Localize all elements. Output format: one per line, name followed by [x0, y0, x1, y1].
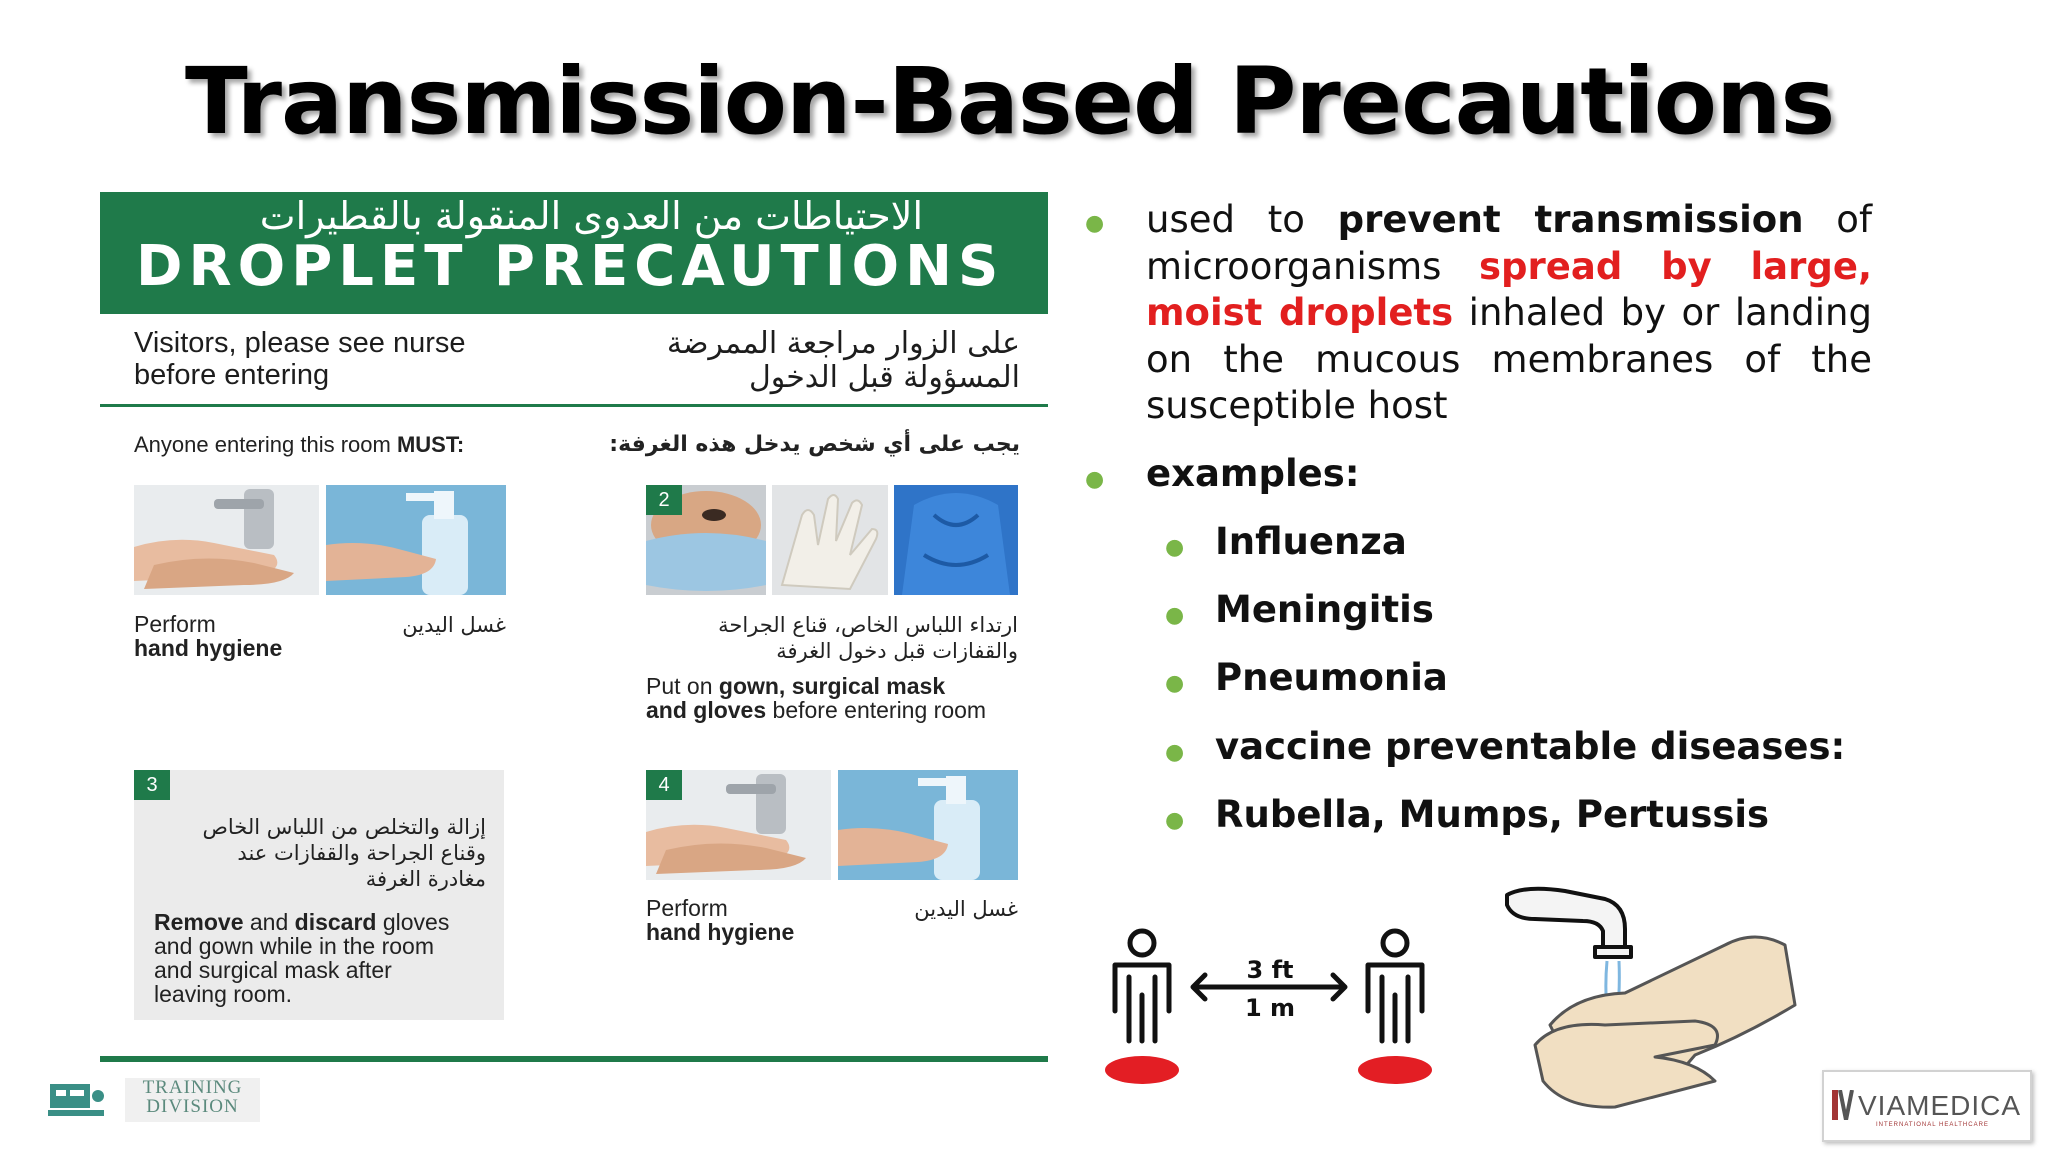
sub-bullet-dot: ● — [1165, 535, 1185, 560]
sub-bullet-dot: ● — [1165, 603, 1185, 628]
bullet-dot: ● — [1085, 211, 1105, 236]
poster-divider — [100, 404, 1048, 407]
poster-bottom-bar — [100, 1056, 1048, 1062]
visitors-notice-ar: على الزوار مراجعة الممرضة المسؤولة قبل الدخول — [666, 326, 1020, 395]
step-number-4: 4 — [646, 770, 682, 800]
training-division-label: TRAINING DIVISION — [125, 1078, 260, 1122]
example-item: vaccine preventable diseases: — [1215, 725, 1846, 768]
droplet-precautions-poster — [100, 192, 1048, 1062]
example-item: Meningitis — [1215, 588, 1434, 631]
example-item: Influenza — [1215, 520, 1407, 563]
step1-faucet-photo — [134, 485, 319, 595]
step3-text-en: Remove and discard gloves and gown while in the room and surgical mask after leaving room. — [154, 909, 450, 1007]
training-division-logo-icon — [46, 1078, 116, 1120]
step2-text-en: Put on gown, surgical mask and gloves before entering room — [646, 673, 987, 723]
step2-gown-photo — [894, 485, 1018, 595]
must-instruction-ar: يجب على أي شخص يدخل هذه الغرفة: — [609, 432, 1020, 457]
droplet-distance-icon — [1095, 925, 1445, 1090]
poster-header — [100, 192, 1048, 314]
example-item: Pneumonia — [1215, 656, 1448, 699]
viamedica-tagline: INTERNATIONAL HEALTHCARE — [1876, 1122, 1989, 1128]
distance-m-label: 1 m — [1244, 994, 1296, 1022]
step2-gloves-photo — [772, 485, 888, 595]
bullet-dot: ● — [1085, 467, 1105, 492]
step-number-3: 3 — [134, 770, 170, 800]
distance-ft-label: 3 ft — [1246, 956, 1294, 984]
step1-text-en: Perform hand hygiene — [134, 611, 283, 661]
step4-text-ar: غسل اليدين — [914, 897, 1018, 921]
step3-text-ar: إزالة والتخلص من اللباس الخاص وقناع الجراحة والقفازات عند مغادرة الغرفة — [202, 815, 486, 891]
step1-text-ar: غسل اليدين — [402, 613, 506, 637]
sub-bullet-dot: ● — [1165, 671, 1185, 696]
example-item: Rubella, Mumps, Pertussis — [1215, 793, 1770, 836]
step-number-2: 2 — [646, 485, 682, 515]
distance-marker-right — [1358, 1056, 1432, 1084]
poster-title: DROPLET PRECAUTIONS — [136, 234, 1005, 299]
step4-sanitizer-photo — [838, 770, 1018, 880]
viamedica-logo — [1822, 1070, 2032, 1142]
step2-text-ar: ارتداء اللباس الخاص، قناع الجراحة والقفازات قبل دخول الغرفة — [718, 613, 1018, 663]
visitors-notice-en: Visitors, please see nurse before entering — [134, 327, 466, 391]
must-instruction-en: Anyone entering this room MUST: — [134, 432, 465, 457]
sub-bullet-dot: ● — [1165, 808, 1185, 833]
distance-marker-left — [1105, 1056, 1179, 1084]
slide-title: Transmission-Based Precautions — [185, 48, 1835, 155]
viamedica-logo-icon — [1832, 1090, 1858, 1120]
poster-arabic-title: الاحتياطات من العدوى المنقولة بالقطيرات — [259, 194, 923, 238]
step1-sanitizer-photo — [326, 485, 506, 595]
viamedica-wordmark: VIAMEDICA — [1858, 1090, 2022, 1121]
definition-text: used to prevent transmission of microorganisms spread by large, moist droplets inhaled by or landing on the mucous membranes of the susceptible host — [1146, 198, 1872, 427]
step4-text-en: Perform hand hygiene — [646, 895, 795, 945]
handwashing-icon — [1495, 885, 1805, 1130]
sub-bullet-dot: ● — [1165, 740, 1185, 765]
examples-heading: examples: — [1146, 452, 1360, 495]
